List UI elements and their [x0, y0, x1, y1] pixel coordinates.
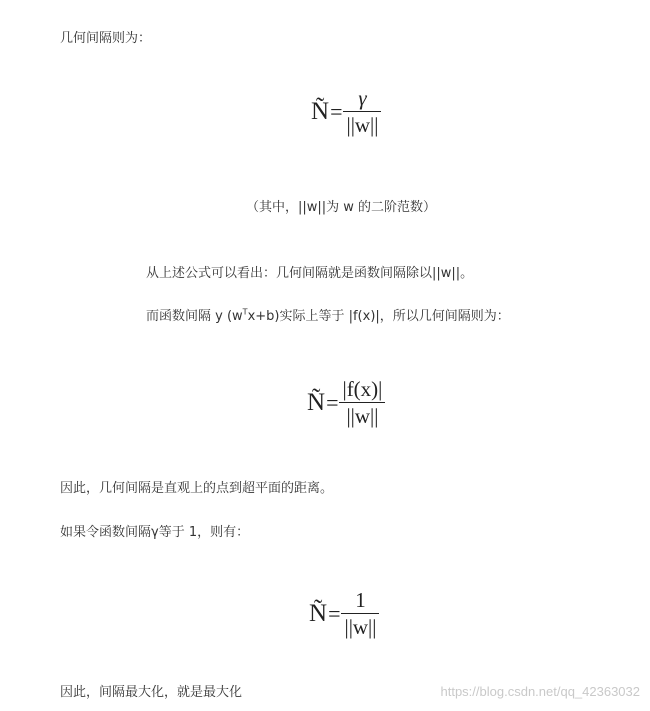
functional-margin-text-a: 而函数间隔 y (w: [146, 309, 243, 324]
transpose-superscript: T: [242, 307, 248, 317]
formula-lhs: Ñ: [311, 98, 330, 126]
functional-margin-paragraph: [146, 308, 510, 326]
intro-paragraph: 几何间隔则为：: [60, 31, 152, 46]
formula-fraction: [343, 86, 381, 138]
formula-numerator: γ: [358, 86, 367, 110]
formula-fraction: [341, 588, 379, 640]
conclusion-paragraph: 因此，间隔最大化，就是最大化: [60, 685, 243, 700]
geometric-margin-formula: [311, 86, 381, 138]
distance-paragraph: 因此，几何间隔是直观上的点到超平面的距离。: [60, 481, 334, 496]
norm-note: （其中，||w||为 w 的二阶范数）: [246, 200, 437, 215]
formula-denominator: ||w||: [346, 404, 379, 429]
unit-margin-formula: [309, 588, 379, 640]
functional-margin-text-b: x+b)实际上等于 |f(x)|，所以几何间隔则为：: [247, 309, 510, 324]
formula-numerator: |f(x)|: [342, 377, 383, 401]
formula-fraction: [339, 377, 385, 429]
formula-equals: =: [330, 99, 343, 125]
gamma-one-paragraph: 如果令函数间隔γ等于 1，则有：: [60, 525, 250, 540]
formula-lhs: Ñ: [307, 389, 326, 417]
formula-lhs: Ñ: [309, 600, 328, 628]
formula-denominator: ||w||: [344, 615, 377, 640]
formula-equals: =: [326, 390, 339, 416]
formula-denominator: ||w||: [346, 113, 379, 138]
formula-numerator: 1: [355, 588, 366, 612]
fx-margin-formula: [307, 377, 385, 429]
formula-equals: =: [328, 601, 341, 627]
csdn-watermark: https://blog.csdn.net/qq_42363032: [440, 684, 640, 699]
observation-paragraph: 从上述公式可以看出：几何间隔就是函数间隔除以||w||。: [146, 266, 474, 281]
